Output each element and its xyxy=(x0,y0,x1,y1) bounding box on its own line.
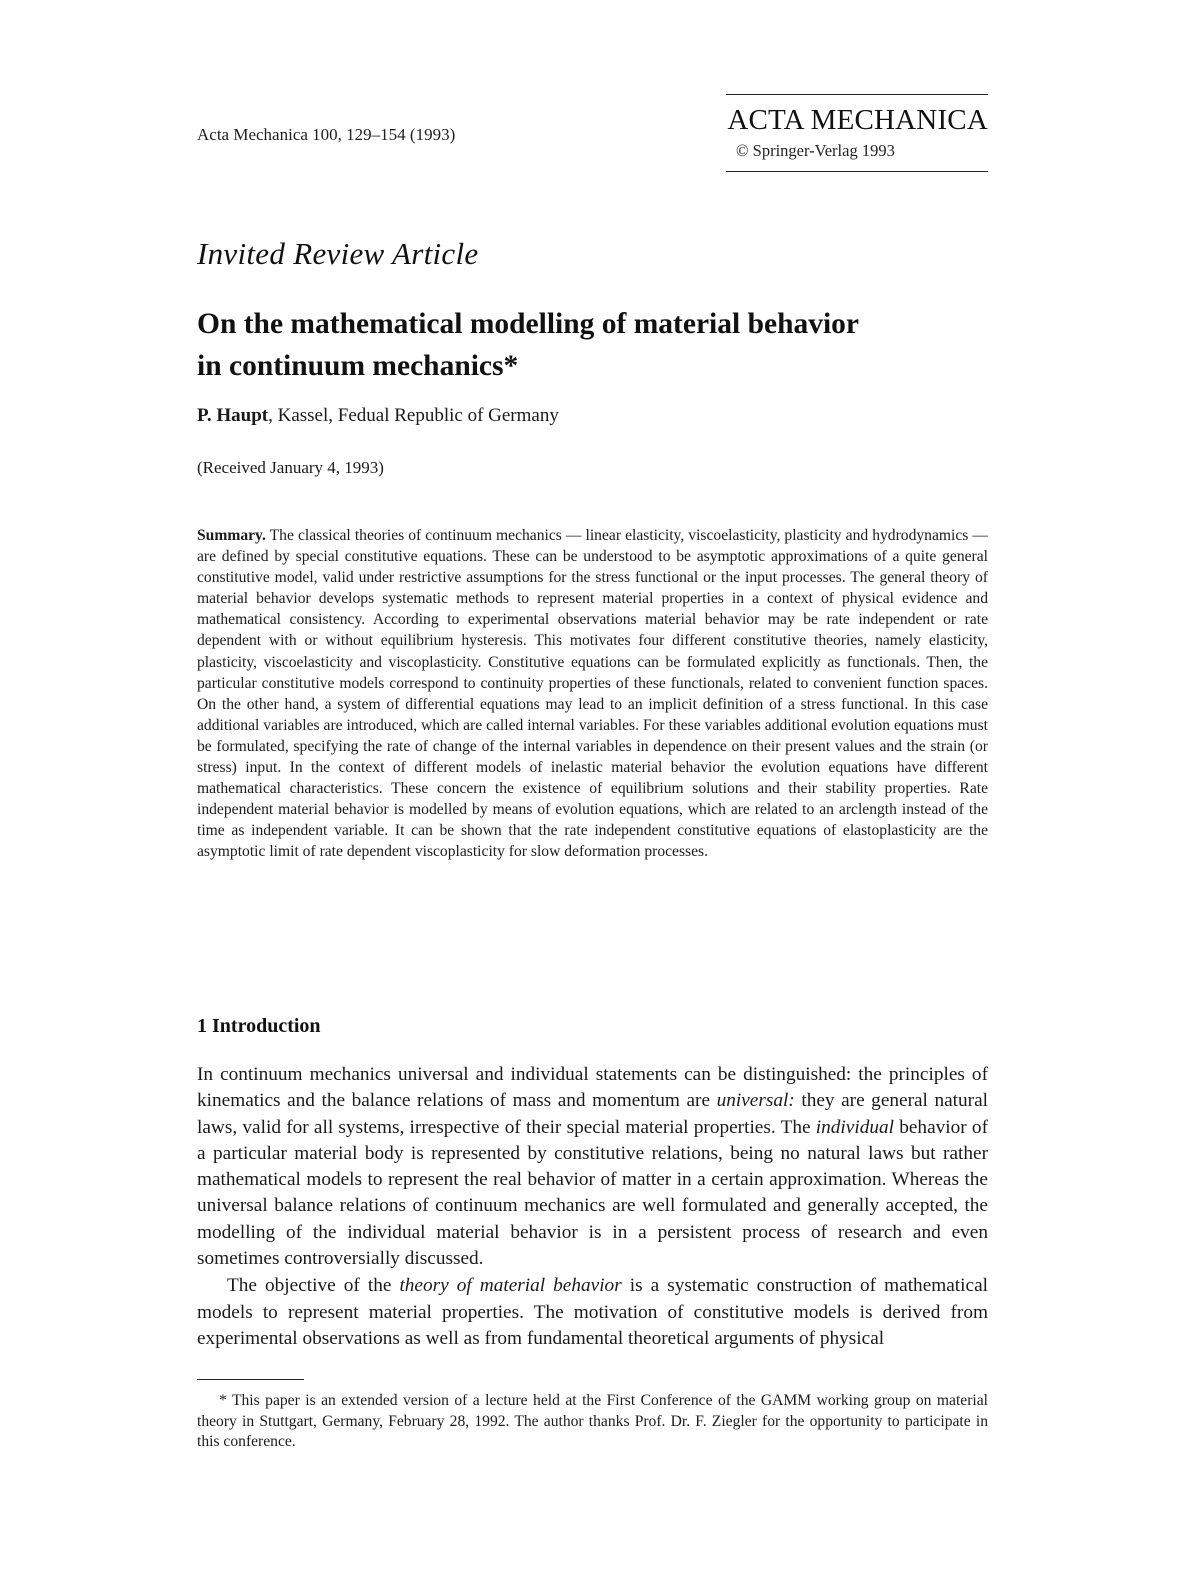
footnote-divider xyxy=(197,1379,304,1380)
emphasis-theory: theory of material behavior xyxy=(399,1275,622,1297)
emphasis-individual: individual xyxy=(815,1116,894,1138)
introduction-body xyxy=(197,1062,988,1352)
footnote: * This paper is an extended version of a lecture held at the First Conference of the GAMM working group on material theory in Stuttgart, Germany, February 28, 1992. The author thanks Prof. Dr. F. Ziegler for the opportunity to participate in this conference. xyxy=(197,1392,988,1450)
author-line xyxy=(197,405,559,427)
paragraph-text: In continuum mechanics universal and individual statements can be distinguished: the principles of kinematics and the balance relations of mass and momentum are xyxy=(197,1064,988,1112)
emphasis-universal: universal: xyxy=(716,1090,795,1112)
summary-label: Summary. xyxy=(197,527,266,544)
paragraph-text: is a systematic construction of mathematical models to represent material properties. The motivation of constitutive models is derived from experimental observations as well as from fundamental theoretical arguments of physical xyxy=(197,1275,988,1349)
journal-citation: Acta Mechanica 100, 129–154 (1993) xyxy=(197,125,456,144)
paragraph-text: they are general natural laws, valid for all systems, irrespective of their special material properties. The xyxy=(197,1090,989,1138)
author-affiliation: , Kassel, Fedual Republic of Germany xyxy=(268,405,559,426)
journal-masthead xyxy=(726,94,988,172)
paragraph-text: behavior of a particular material body is represented by constitutive relations, being no natural laws but rather mathematical models to represent the real behavior of matter in a certain approximation. Whereas the universal balance relations of continuum mechanics are well formulated and generally accepted, the modelling of the individual material behavior is in a persistent process of research and even sometimes controversially discussed. xyxy=(197,1116,988,1270)
summary-abstract xyxy=(197,525,988,863)
section-heading-introduction: 1 Introduction xyxy=(197,1015,321,1037)
author-name: P. Haupt xyxy=(197,405,269,426)
introduction-paragraph-2 xyxy=(197,1273,988,1352)
introduction-paragraph-1 xyxy=(197,1062,988,1272)
summary-text: The classical theories of continuum mechanics — linear elasticity, viscoelasticity, plasticity and hydrodynamics — are defined by special constitutive equations. These can be understood to be asymptotic approximations of a quite general constitutive model, valid under restrictive assumptions for the stress functional or the input processes. The general theory of material behavior develops systematic methods to represent material properties in a context of physical evidence and mathematical consistency. According to experimental observations material behavior may be rate independent or rate dependent with or without equilibrium hysteresis. This motivates four different constitutive theories, namely elasticity, plasticity, viscoelasticity and viscoplasticity. Constitutive equations can be formulated explicitly as functionals. Then, the particular constitutive models correspond to continuity properties of these functionals, related to convenient function spaces. On the other hand, a system of differential equations may lead to an implicit definition of a stress functional. In this case additional variables are introduced, which are called internal variables. For these variables additional evolution equations must be formulated, specifying the rate of change of the internal variables in dependence on their present values and the strain (or stress) input. In the context of different models of inelastic material behavior the evolution equations have different mathematical characteristics. These concern the existence of equilibrium solutions and their stability properties. Rate independent material behavior is modelled by means of evolution equations, which are related to an arclength instead of the time as independent variable. It can be shown that the rate independent constitutive equations of elastoplasticity are the asymptotic limit of rate dependent viscoplasticity for slow deformation processes. xyxy=(197,527,988,861)
journal-copyright: © Springer-Verlag 1993 xyxy=(736,141,895,160)
paper-title xyxy=(197,303,997,387)
received-date: (Received January 4, 1993) xyxy=(197,458,384,477)
article-type: Invited Review Article xyxy=(197,236,479,271)
paper-title-line-1: On the mathematical modelling of material behavior xyxy=(197,308,860,340)
journal-name: ACTA MECHANICA xyxy=(727,104,988,136)
paragraph-text: The objective of the xyxy=(227,1275,400,1297)
paper-title-line-2: in continuum mechanics* xyxy=(197,350,519,382)
